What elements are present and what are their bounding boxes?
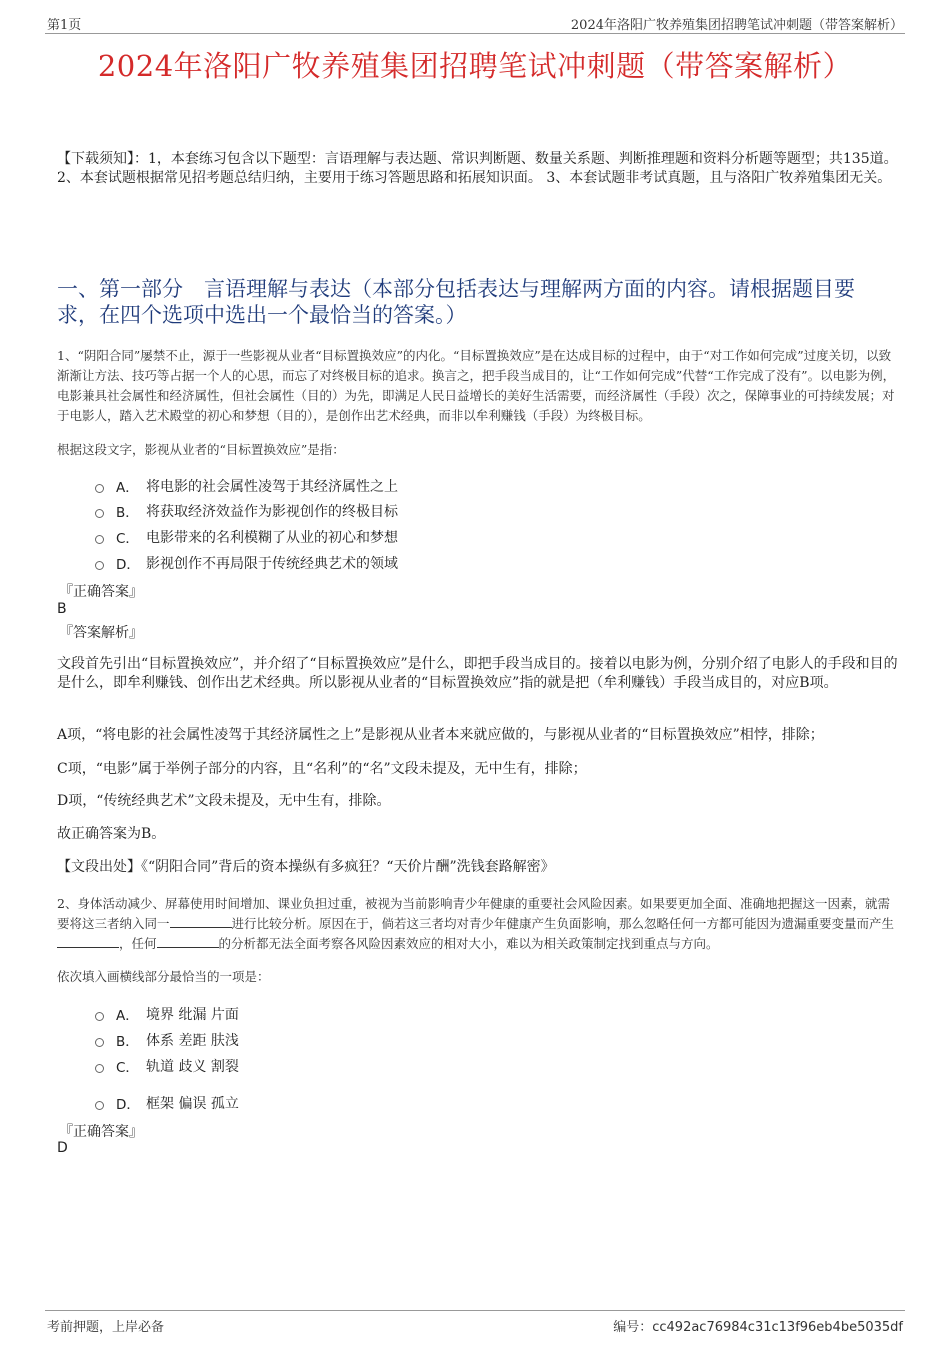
radio-icon[interactable] [95,1101,104,1110]
question-2-prompt: 依次填入画横线部分最恰当的一项是： [57,969,270,984]
option-text: 将获取经济效益作为影视创作的终极目标 [146,504,398,520]
download-notice: 【下载须知】：1，本套练习包含以下题型：言语理解与表达题、常识判断题、数量关系题、判断推理题和资料分析题等题型；共135道。 2、本套试题根据常见招考题总结归纳，主要用于练习答题思路和拓展知识面。 3、本套试题非考试真题，且与洛阳广牧养殖集团无关。 [57,151,898,186]
question-2-stem [57,894,900,954]
option-letter: A． [116,480,139,496]
option-text: 将电影的社会属性凌驾于其经济属性之上 [146,479,398,495]
q1-answer: B [57,601,67,617]
q1-answer-label: 『正确答案』 [59,584,143,600]
q1-conclusion: 故正确答案为B。 [57,826,166,842]
q1-option-b[interactable] [95,500,398,522]
footer-slogan: 考前押题，上岸必备 [47,1320,165,1335]
stem-text: 的分析都无法全面考察各风险因素效应的相对大小，难以为相关政策制定找到重点与方向。 [218,936,719,951]
section-heading: 一、第一部分 言语理解与表达（本部分包括表达与理解两方面的内容。请根据题目要求，在四个选项中选出一个最恰当的答案。） [57,277,855,327]
q1-option-d[interactable] [95,552,398,574]
q1-option-a[interactable] [95,475,398,497]
option-letter: C． [116,1060,139,1076]
footer-divider [45,1310,905,1311]
q2-option-b[interactable] [95,1029,239,1051]
q1-option-c[interactable] [95,526,398,548]
q1-analysis-option-d: D项，“传统经典艺术”文段未提及，无中生有，排除。 [57,793,391,809]
option-text: 电影带来的名利模糊了从业的初心和梦想 [146,530,398,546]
option-text: 影视创作不再局限于传统经典艺术的领域 [146,556,398,572]
radio-icon[interactable] [95,535,104,544]
radio-icon[interactable] [95,561,104,570]
question-1-prompt: 根据这段文字，影视从业者的“目标置换效应”是指： [57,442,345,457]
option-letter: D． [116,557,140,573]
q2-option-a[interactable] [95,1003,239,1025]
option-letter: C． [116,531,139,547]
option-text: 框架 偏误 孤立 [146,1096,239,1112]
option-text: 轨道 歧义 割裂 [146,1059,239,1075]
document-serial: 编号：cc492ac76984c31c13f96eb4be5035df [613,1320,903,1335]
stem-text: 进行比较分析。原因在于，倘若这三者均对青少年健康产生负面影响，那么忽略任何一方都可能因为遗漏重要变量而产生 [231,916,895,931]
radio-icon[interactable] [95,1038,104,1047]
document-title: 2024年洛阳广牧养殖集团招聘笔试冲刺题（带答案解析） [97,49,853,83]
option-letter: B． [116,1034,139,1050]
option-letter: D． [116,1097,140,1113]
radio-icon[interactable] [95,484,104,493]
q1-analysis-option-c: C项，“电影”属于举例子部分的内容，且“名利”的“名”文段未提及，无中生有，排除； [57,761,587,777]
question-1-stem: 1、“阴阳合同”屡禁不止，源于一些影视从业者“目标置换效应”的内化。“目标置换效应”是在达成目标的过程中，由于“对工作如何完成”过度关切，以致渐渐让方法、技巧等占据一个人的心思，而忘了对终极目标的追求。换言之，把手段当成目的，让“工作如何完成”代替“工作完成了没有”。以电影为例，电影兼具社会属性和经济属性，但社会属性（目的）为先，即满足人民日益增长的美好生活需要，而经济属性（手段）次之，保障事业的可持续发展；对于电影人，踏入艺术殿堂的初心和梦想（目的），是创作出艺术经典，而非以牟利赚钱（手段）为终极目标。 [57,348,896,423]
fill-blank [57,934,119,948]
stem-text: 2、身体活动减少、屏幕使用时间增加、课业负担过重，被视为当前影响青少年健康的重要社会风险因素。如果要更加全面、准确地把握这一因素，就需要将这三者纳入同一 [57,896,890,931]
radio-icon[interactable] [95,509,104,518]
q1-source: 【文段出处】《“阴阳合同”背后的资本操纵有多疯狂？“天价片酬”洗钱套路解密》 [57,859,555,875]
q1-analysis-paragraph: 文段首先引出“目标置换效应”，并介绍了“目标置换效应”是什么，即把手段当成目的。接着以电影为例，分别介绍了电影人的手段和目的是什么，即牟利赚钱、创作出艺术经典。所以影视从业者的“目标置换效应”指的就是把（牟利赚钱）手段当成目的，对应B项。 [57,656,898,691]
option-letter: B． [116,505,139,521]
q2-answer: D [57,1140,68,1156]
stem-text: ，任何 [119,936,157,951]
fill-blank [170,914,232,928]
header-divider [45,33,905,34]
q2-answer-label: 『正确答案』 [59,1124,143,1140]
q1-analysis-option-a: A项，“将电影的社会属性凌驾于其经济属性之上”是影视从业者本来就应做的，与影视从业者的“目标置换效应”相悖，排除； [57,727,824,743]
fill-blank [157,934,219,948]
option-text: 体系 差距 肤浅 [146,1033,239,1049]
radio-icon[interactable] [95,1064,104,1073]
q2-option-c[interactable] [95,1055,239,1077]
q1-analysis-label: 『答案解析』 [59,625,143,641]
q2-option-d[interactable] [95,1092,239,1114]
page-number: 第1页 [47,18,82,33]
radio-icon[interactable] [95,1012,104,1021]
option-text: 境界 纰漏 片面 [146,1007,239,1023]
running-header-title: 2024年洛阳广牧养殖集团招聘笔试冲刺题（带答案解析） [570,18,903,33]
option-letter: A． [116,1008,139,1024]
